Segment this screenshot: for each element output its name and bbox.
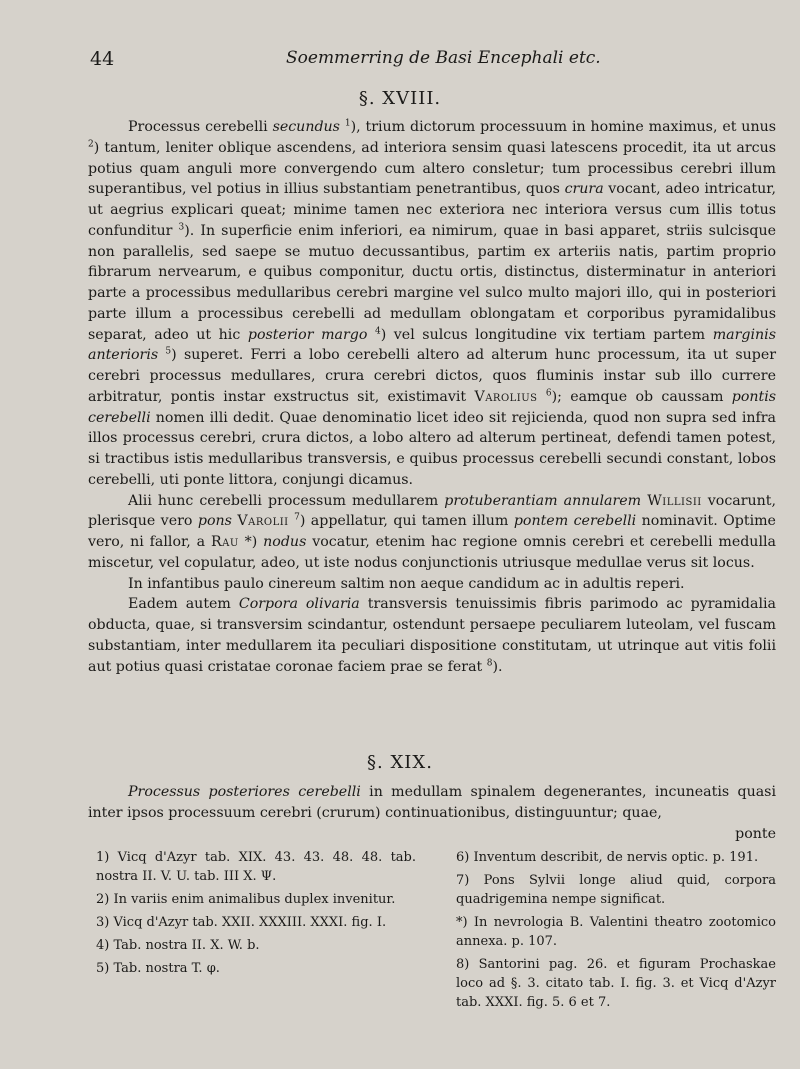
footnote: 2) In variis enim animalibus duplex invenitur. [96,892,396,907]
section-title-18: §. XVIII. [358,88,442,109]
italic-term: pontem cerebelli [513,513,637,530]
text-run: transversis tenuissimis fibris parimodo ac pyramidalia obducta, quae, si transversim scindantur, ostendunt persaepe peculiarem luteolam, vel fuscam substantiam, inter medullarem ita peculiari dispositione constitutam, ut utrinque aut vitis folii aut potius quasi cristatae coronae faciem prae se ferat [88,596,777,675]
italic-term: nodus [263,534,307,550]
section-19-body [88,782,776,844]
italic-term: secundus [272,119,340,135]
italic-term: posterior margo [247,326,368,343]
author-name: Varolius [474,388,538,405]
footnotes-left-column [96,848,416,1016]
footnote-ref: 7 [294,512,300,523]
paragraph-3: In infantibus paulo cinereum saltim non aeque candidum ac in adultis reperi. [128,575,685,592]
italic-term: Processus posteriores cerebelli [128,784,361,800]
text-run: ). [492,658,503,675]
footnote: 1) Vicq d'Azyr tab. XIX. 43. 43. 48. 48. tab. nostra II. V. U. tab. III X. Ψ. [96,850,416,884]
paragraph-2 [88,491,776,574]
text-run: ) superet. Ferri a lobo cerebelli altero ad alterum hunc processum, ita ut super cerebri processus medullares, crura cerebri dictos, quos fluminis instar sub illo currere arbitratur, pontis instar exstructus sit, existimavit [88,347,776,405]
page-number: 44 [90,48,115,70]
footnote-ref: 6 [545,388,552,399]
footnote-ref: 5 [165,346,172,357]
footnote-ref: 8 [486,657,493,668]
text-run: vocant, adeo intricatur, ut aegrius explicari queat; minime tamen nec exteriora nec interiora versus cum illis totus confunditur [88,181,776,239]
text-run: ) tantum, leniter oblique ascendens, ad interiora sensim quasi latescens procedit, ita ut arcus potius quam anguli more convergendo cum altero consletur; tum processibus cerebri illum superantibus, vel potius in illius substantiam penetrantibus, quos [88,139,776,198]
author-name: Varolii [237,513,289,530]
section-title-19: §. XIX. [367,752,433,773]
text-run: ), trium dictorum processuum in homine maximus, et unus [350,119,777,135]
text-run: Alii hunc cerebelli processum medullarem [128,492,445,509]
footnote-ref: 2 [88,139,94,150]
footnote-ref: 4 [374,325,381,336]
text-run: nomen illi dedit. Quae denominatio licet ideo sit rejicienda, quod non supra sed infra illos processus cerebri, crura dictos, a lobo altero ad alterum pertineat, defendi tamen potest, si tractibus istis medullaribus transversis, e quibus processus cerebelli secundi constant, lobos cerebelli, uti ponte littora, conjungi dicamus. [88,409,776,488]
italic-term: marginis anterioris [88,326,776,364]
text-run: in medullam spinalem degenerantes, incuneatis quasi inter ipsos processuum cerebri (crurum) continuationibus, distinguuntur; quae, [88,784,776,821]
text-run: ); eamque ob caussam [551,388,732,405]
italic-term: crura [564,181,604,198]
text-run: Processus cerebelli [128,119,273,135]
italic-term: protuberantiam annularem [444,492,642,509]
text-run: ) vel sulcus longitudine vix tertiam partem [380,326,713,343]
text-run: nominavit. Optime vero, ni fallor, a [88,513,776,550]
footnote: *) In nevrologia B. Valentini theatro zootomico annexa. p. 107. [456,915,776,949]
italic-term: pons [197,513,232,530]
text-run: vocatur, etenim hac regione omnis cerebri et cerebelli medulla miscetur, vel copulatur, adeo, ut iste nodus conjunctionis utriusque medullae verus sit locus. [88,534,776,571]
paragraph-1 [88,117,776,491]
footnote: 4) Tab. nostra II. X. W. b. [96,938,260,953]
section-18-body [88,117,776,677]
footnotes [96,848,776,1016]
running-head: Soemmerring de Basi Encephali etc. [286,48,601,68]
italic-term: Corpora olivaria [238,596,360,613]
footnotes-right-column [456,848,776,1016]
footnote-ref: 1 [344,118,351,129]
footnote: 6) Inventum describit, de nervis optic. p. 191. [456,850,759,865]
text-run: ). In superficie enim inferiori, ea nimirum, quae in basi apparet, striis sulcisque non parallelis, sed saepe se mutuo decussantibus, partim ex arteriis natis, partim proprio fibrarum nervearum, e quibus componitur, ductu ortis, distinctus, disterminatur in anteriori parte a processibus medullaribus cerebri margine vel sulco multo majori illo, qui in posteriori parte illum a processibus cerebelli ad medullam oblongatam et corporibus pyramidalibus separat, adeo ut hic [88,222,776,343]
italic-term: pontis cerebelli [88,388,777,426]
text-run: Eadem autem [128,596,239,613]
author-name: Rau [210,534,239,550]
footnote-ref: 3 [178,222,185,233]
page-header [86,48,708,74]
footnote: 3) Vicq d'Azyr tab. XXII. XXXIII. XXXI. fig. I. [96,915,387,930]
paragraph-4 [88,594,776,677]
footnote: 7) Pons Sylvii longe aliud quid, corpora quadrigemina nempe significat. [456,873,776,907]
text-run: vocarunt, plerisque vero [88,492,777,530]
paragraph-19-1 [88,782,776,824]
text-run: ) appellatur, qui tamen illum [299,513,514,530]
author-name: Willisii [647,492,702,509]
catchword: ponte [735,825,776,842]
footnote-ref: *) [244,534,258,550]
footnote: 8) Santorini pag. 26. et figuram Prochaskae loco ad §. 3. citato tab. I. fig. 3. et Vicq d'Azyr tab. XXXI. fig. 5. 6 et 7. [456,957,776,1010]
footnote: 5) Tab. nostra T. φ. [96,961,220,976]
